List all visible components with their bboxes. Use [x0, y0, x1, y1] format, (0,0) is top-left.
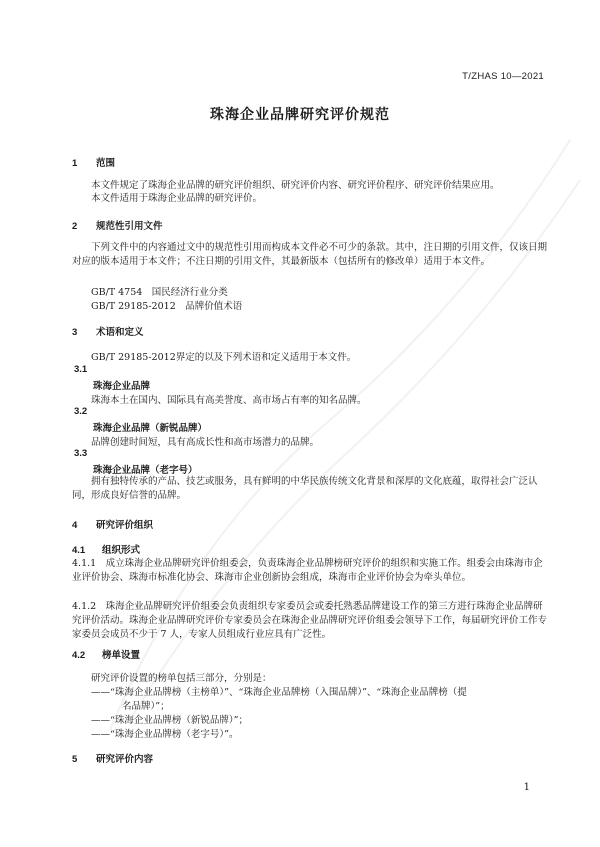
term-definition: 拥有独特传承的产品、技艺或服务，具有鲜明的中华民族传统文化背景和深厚的文化底蕴，取得社会广泛认同，形成良好信誉的品牌。: [72, 476, 538, 501]
term-definition: 品牌创建时间短，具有高成长性和高市场潜力的品牌。: [91, 437, 320, 448]
section-3-heading: 3 术语和定义: [72, 327, 144, 338]
term-name: 珠海企业品牌: [93, 381, 151, 392]
section-2-heading: 2 规范性引用文件: [72, 221, 163, 232]
list-item: ——“珠海企业品牌榜（主榜单）”、“珠海企业品牌榜（入围品牌）”、“珠海企业品牌榜（提: [91, 687, 467, 698]
section-1-heading: 1 范围: [72, 158, 116, 169]
section-4-heading: 4 研究评价组织: [72, 520, 154, 531]
section-5-heading: 5 研究评价内容: [72, 754, 154, 765]
term-name: 珠海企业品牌（新锐品牌）: [93, 423, 208, 434]
section-1-paragraph-1: 本文件规定了珠海企业品牌的研究评价组织、研究评价内容、研究评价程序、研究评价结果应用。: [91, 180, 500, 191]
section-3-paragraph-1: GB/T 29185-2012界定的以及下列术语和定义适用于本文件。: [91, 352, 357, 363]
list-item: ——“珠海企业品牌榜（新锐品牌）”；: [91, 715, 248, 726]
term-number: 3.3: [74, 448, 88, 459]
list-item: ——“珠海企业品牌榜（老字号）”。: [91, 729, 239, 740]
subsection-4-1-heading: 4.1 组织形式: [72, 545, 141, 556]
list-intro: 研究评价设置的榜单包括三部分，分别是：: [91, 673, 272, 684]
document-title: 珠海企业品牌研究评价规范: [210, 107, 390, 123]
clause-4-1-1: 4.1.1 成立珠海企业品牌研究评价组委会，负责珠海企业品牌榜研究评价的组织和实施工作。组委会由珠海市企业评价协会、珠海市标准化协会、珠海市企业创新协会组成，珠海市企业评价协会为牵头单位。: [72, 558, 543, 583]
term-number: 3.1: [74, 364, 88, 375]
list-item-continuation: 名品牌）”；: [122, 701, 170, 712]
clause-4-1-2: 4.1.2 珠海企业品牌研究评价组委会负责组织专家委员会或委托熟悉品牌建设工作的第三方进行珠海企业品牌研究评价活动。珠海企业品牌研究评价专家委员会在珠海企业品牌研究评价组委会领导下工作，每届研究评价工作专家委员会成员不少于 7 人，专家人员组成行业应具有广泛性。: [72, 601, 548, 640]
reference-item: GB/T 29185-2012 品牌价值术语: [91, 301, 243, 312]
subsection-4-2-heading: 4.2 榜单设置: [72, 650, 141, 661]
term-definition: 珠海本土在国内、国际具有高美誉度、高市场占有率的知名品牌。: [91, 395, 367, 406]
reference-item: GB/T 4754 国民经济行业分类: [91, 287, 228, 298]
term-name: 珠海企业品牌（老字号）: [93, 465, 198, 476]
section-1-paragraph-2: 本文件适用于珠海企业品牌的研究评价。: [91, 193, 263, 204]
section-2-paragraph-1: 下列文件中的内容通过文中的规范性引用而构成本文件必不可少的条款。其中，注日期的引用文件，仅该日期对应的版本适用于本文件；不注日期的引用文件，其最新版本（包括所有的修改单）适用于本文件。: [72, 242, 548, 267]
standard-number: T/ZHAS 10—2021: [462, 71, 544, 82]
term-number: 3.2: [74, 406, 88, 417]
page-number: 1: [523, 782, 530, 793]
